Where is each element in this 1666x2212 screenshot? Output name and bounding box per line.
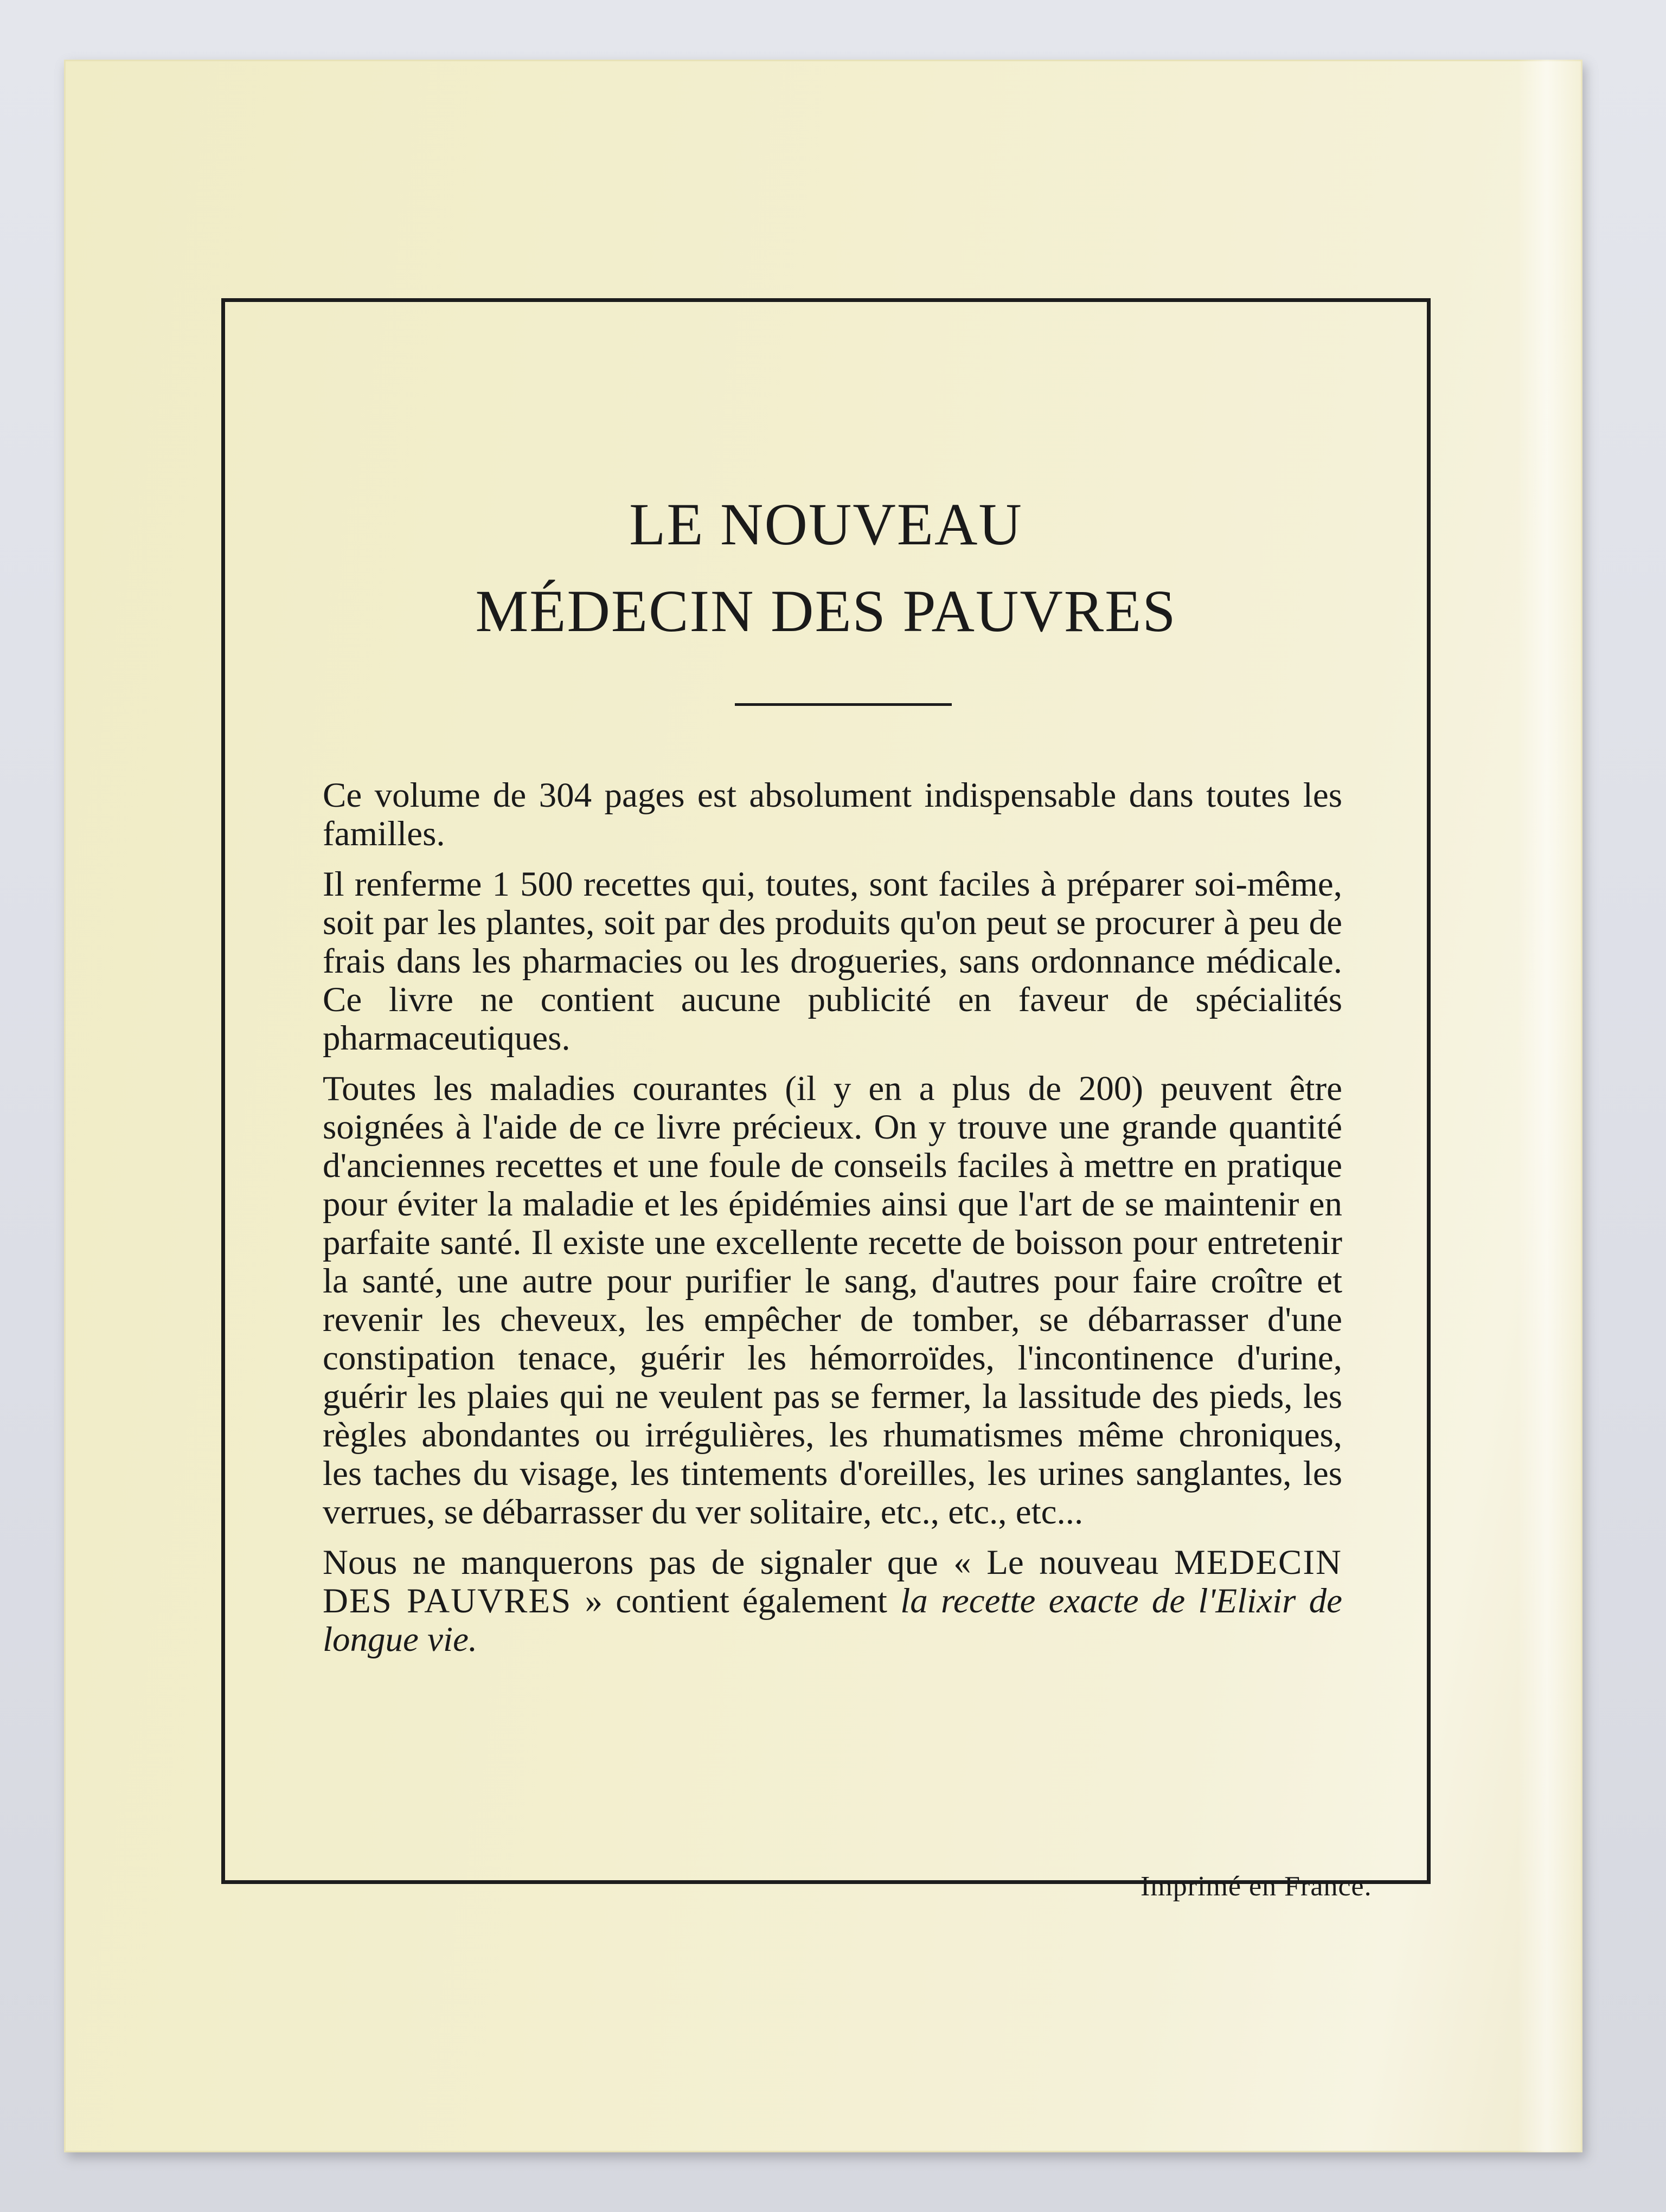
paragraph-4-italic: la recette exacte de l'Elixir de longue vie. xyxy=(323,1581,1343,1659)
title-line-2: MÉDECIN DES PAUVRES xyxy=(475,578,1177,644)
description-text xyxy=(323,776,1342,1671)
paragraph-3: Toutes les maladies courantes (il y en a plus de 200) peuvent être soignées à l'aide de ce livre précieux. On y trouve une grande quantité d'anciennes recettes et une foule de conseils faciles à mettre en pratique pour éviter la maladie et les épidémies ainsi que l'art de se maintenir en parfaite santé. Il existe une excellente recette de boisson pour entretenir la santé, une autre pour purifier le sang, d'autres pour faire croître et revenir les cheveux, les empêcher de tomber, se débarrasser d'une constipation tenace, guérir les hémorroïdes, l'incontinence d'urine, guérir les plaies qui ne veulent pas se fermer, la lassitude des pieds, les règles abondantes ou irrégulières, les rhumatismes même chroniques, les taches du visage, les tintements d'oreilles, les urines sanglantes, les verrues, se débarrasser du ver solitaire, etc., etc., etc... xyxy=(323,1069,1342,1532)
title-divider xyxy=(735,703,952,706)
paragraph-4 xyxy=(323,1544,1342,1659)
paragraph-1: Ce volume de 304 pages est absolument indispensable dans toutes les familles. xyxy=(323,776,1342,853)
book-title xyxy=(225,481,1427,654)
paragraph-4-part-1: Nous ne manquerons pas de signaler que « Le nouveau xyxy=(323,1543,1159,1582)
text-frame xyxy=(221,298,1431,1884)
paragraph-4-part-2: » contient également xyxy=(585,1581,887,1621)
paragraph-2: Il renferme 1 500 recettes qui, toutes, sont faciles à préparer soi-même, soit par les plantes, soit par des produits qu'on peut se procurer à peu de frais dans les pharmacies ou les drogueries, sans ordonnance médicale. Ce livre ne contient aucune publicité en faveur de spécialités pharmaceutiques. xyxy=(323,865,1342,1058)
title-line-1: LE NOUVEAU xyxy=(629,491,1023,557)
book-back-cover xyxy=(64,60,1582,2152)
paragraph-4-book-name: MEDECIN DES PAUVRES xyxy=(323,1543,1342,1621)
imprint-notice: Imprimé en France. xyxy=(1140,1871,1372,1902)
